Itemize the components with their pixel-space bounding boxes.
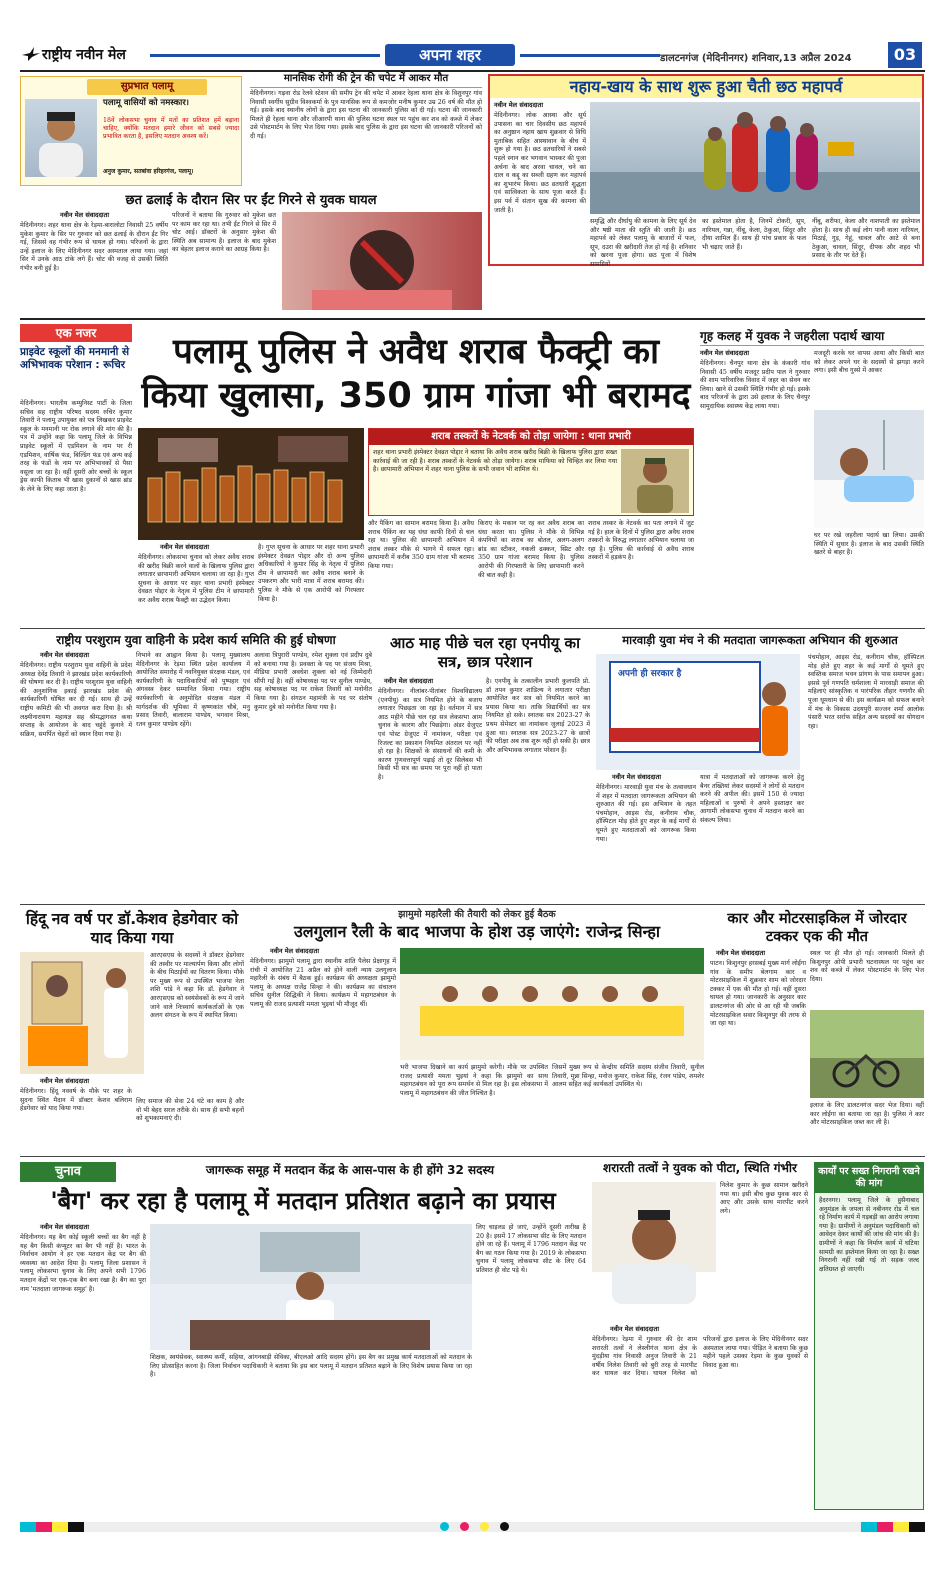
marwari-byline: नवीन मेल संवाददाता xyxy=(612,773,661,781)
nigrani-body: हैदरनगर। पलामू जिले के हुसैनाबाद अनुमंडल के जपला से नबीनगर रोड में चल रहे निर्माण कार्य में गड़बड़ी का आरोप लगाया गया है। ग्रामीणों ने अनुमंडल पदाधिकारी को आवेदन देकर कार्यों की जांच की मांग की है। ग्रामीणों ने कहा कि निर्माण कार्य में घटिया सामग्री का इस्तेमाल किया जा रहा है। सख्त निगरानी नहीं रखी गई तो सड़क जल्द क्षतिग्रस्त हो जाएगी। xyxy=(819,1197,919,1273)
griha-kalah-photo xyxy=(814,410,924,528)
chhath-body-3: का इस्तेमाल होता है, जिनमें टोकरी, सूप, नारियल, गन्ना, नींबू, केला, ठेकुआ, सिंदूर और दीया शामिल हैं। साथ ही पांच प्रकार के फल भी चढ़ाए जाते हैं। xyxy=(702,218,806,251)
brick-injury-body: मेदिनीनगर। शहर थाना क्षेत्र के रेड़मा-बारालोटा निवासी 25 वर्षीय मुकेश कुमार के सिर पर गुरुवार को छत ढलाई के दौरान ईंट गिर गई, जिससे वह गंभीर रूप से घायल हो गया। परिजनों के द्वारा उन्हें इलाज के लिए मेदिनीनगर सदर अस्पताल लाया गया। जहां सिर में उनके आठ टांके लगे हैं। चोट की वजह से उसकी स्थिति गंभीर बनी हुई है। xyxy=(20,222,168,272)
rajendra-byline: नवीन मेल संवाददाता xyxy=(270,947,319,955)
chhath-body-2: समृद्धि और दीर्घायु की कामना के लिए सूर्य देव और षष्ठी माता की स्तुति की जाती है। छठ महापर्व को लेकर पलामू के बाजारों में फल, सूप, दउरा की खरीदारी तेज हो गई है। शनिवार को खरना पूजा होगा। छठ पूजा में विशेष सामग्रियों xyxy=(590,218,696,268)
griha-kalah-body-2: मजदूरी करके घर वापस आया और किसी बात को लेकर अपने घर के सदस्यों से झगड़ा करने लगा। इसी बीच गुस्से में आकर xyxy=(814,350,924,375)
shararati-photo xyxy=(592,1182,716,1322)
liquor-body-4: किराए के मकान पर रह कर अवैध शराब का धंधा करता था। पुलिस ने मौके से विभिन्न कंपनियों का शराब का बोतल, अलग-अलग ब्रांड का स्टीकर, नकली ढक्कन, स्प्रिट और 350 ग्राम गांजा बरामद किया है। पुलिस आरोपी की गिरफ्तारी के लिए छापामारी करने की बात कही है। xyxy=(478,520,584,579)
nigrani-box xyxy=(814,1162,924,1510)
griha-kalah-body: मेदिनीनगर। चैनपुर थाना क्षेत्र के कंकारी गांव निवासी 45 वर्षीय मजदूर प्रदीप पाल ने गुरुवार की शाम पारिवारिक विवाद में जहर का सेवन कर लिया। खाने से उसकी स्थिति गंभीर हो गई। इसके बाद परिजनों के द्वारा उसे इलाज के लिए चैनपुर सामुदायिक स्वास्थ्य केंद्र लाया गया। xyxy=(700,360,810,410)
bike-crash-body-3: इलाज के लिए डालटनगंज सदर भेज दिया। वहीं कार लोईंगा का बताया जा रहा है। पुलिस ने कार और मोटरसाइकिल जब्त कर ली है। xyxy=(810,1102,924,1127)
rajendra-body-2: भरी भाजपा दिखाने का कार्य झामुमो करेगी। मौके पर उपस्थित राजद प्रत्याशी ममता भुइयां ने कहा कि झामुमो का साथ महागठबंधन को पूरा रूप समर्थन से मिल रहा है। इस लोकसभा में पलामू में महागठबंधन की जीत निश्चित है। xyxy=(400,1064,548,1097)
liquor-photo xyxy=(138,428,364,540)
registration-strip xyxy=(20,1522,925,1532)
suprabhat-tag: सुप्रभात पलामू xyxy=(87,79,207,95)
griha-kalah-body-3: घर पर रखे जहरीला पदार्थ खा लिया। उसकी स्थिति में सुधार है। इलाज के बाद उसकी स्थिति खतरे से बाहर है। xyxy=(814,532,924,557)
divider-3 xyxy=(20,904,925,905)
mental-patient-body: मेदिनीनगर। गढ़वा रोड रेलवे स्टेशन की समीप ट्रेन की चपेट में आकर रेहला थाना क्षेत्र के विशुनपुर गांव निवासी स्वर्गीय सुग्रीव विश्वकर्मा के पुत्र मानसिक रूप से कमजोर मनीष कुमार उम्र 26 वर्ष की मौत हो गई। इसके बाद स्थानीय लोगों के द्वारा इस घटना की जानकारी पुलिस को दी गई। घटना की जानकारी मिलते ही रेहला थाना और जीआरपी थाना की पुलिस घटना स्थल पर पहुंच कर शव को कब्जे में लेकर उसे पोस्टमार्टम के लिए भेज दिया गया। इसके बाद पुलिस के द्वारा इस घटना की जानकारी परिजनों को दी गई। xyxy=(250,90,482,140)
bike-crash-headline: कार और मोटरसाइकिल में जोरदार टक्कर एक की मौत xyxy=(727,911,907,945)
marwari-photo xyxy=(596,654,800,770)
liquor-body-5: शराब तस्कर के नेटवर्क का पता लगाने में जुट गई है। हाल के दिनों में पुलिस द्वारा अवैध शराब तस्करों के विरुद्ध लगातार अभियान चलाया जा रहा है। पुलिस की कार्रवाई से अवैध शराब तस्करों में हड़कंप है। xyxy=(588,520,694,562)
section-title: अपना शहर xyxy=(385,44,515,66)
suprabhat-portrait xyxy=(25,99,97,177)
liquor-quote: शहर थाना प्रभारी इंस्पेक्टर देवव्रत पोद्दार ने बताया कि अवैध शराब खरीद बिक्री के खिलाफ पुलिस द्वारा सख्त कार्रवाई की जा रही है। शराब तस्करों के नेटवर्क को तोड़ा जायेगा। शराब माफिया को चिन्हित कर लिया गया है। छापामारी अभियान में शहर थाना पुलिस के सभी जवान भी शामिल थे। xyxy=(373,449,617,474)
divider-4 xyxy=(20,1156,925,1157)
hedgewar-headline: हिंदू नव वर्ष पर डॉ.केशव हेडगेवार को याद किया गया xyxy=(25,910,239,947)
marwari-banner-text: अपनी ही सरकार है xyxy=(618,669,682,679)
chunav-tag: चुनाव xyxy=(20,1162,116,1182)
chunav-photo xyxy=(150,1224,472,1350)
shararati-headline: शरारती तत्वों ने युवक को पीटा, स्थिति गंभीर xyxy=(603,1161,797,1175)
chunav-body-3: लिए चाइलड हो जाएं, उन्होंने दूसरी तारीख है 20 है। इसमें 17 लोकसभा सीट के लिए मतदान होने जा रहे हैं। पलामू में 1796 मतदान केंद्र पर बैग का गठन किया गया है। 2019 के लोकसभा चुनाव में पलामू लोकसभा सीट के लिए 64 प्रतिशत ही वोट पड़े थे। xyxy=(476,1224,586,1274)
liquor-photo-byline: नवीन मेल संवाददाता xyxy=(160,543,209,551)
rajendra-photo xyxy=(400,948,704,1060)
parshuram-body: मेदिनीनगर। राष्ट्रीय परशुराम युवा वाहिनी के प्रदेश अध्यक्ष देवेंद्र तिवारी ने झारखंड प्रदेश कार्यकारिणी की घोषणा कर दी है। राष्ट्रीय परशुराम युवा वाहिनी की अनुशांगिक इकाई झारखंड प्रदेश की कार्यकारिणी घोषित कर दी गई। साथ ही उन्हें राष्ट्रीय कमिटी की भी अवगत करा दिया है। श्री लक्ष्मीनारायण महायज्ञ सह श्रीमद्भागवत कथा सप्ताह के आयोजन के बाद चहुंदे कुनाने में सक्रिय, समर्पित चेहरों को स्थान दिया गया है। xyxy=(20,662,132,738)
suprabhat-message: 18वें लोकसभा चुनाव में मतों का प्रतिशत हमें बढ़ाना चाहिए, क्योंकि मतदान हमारे जीवन को सबसे ज्यादा प्रभावित करता है, इसलिए मतदान अवश्य करें। xyxy=(103,117,239,140)
suprabhat-signature: अनुज कुमार, सतबांवा हरिहरगंज, पलामू। xyxy=(103,168,194,175)
suprabhat-box xyxy=(20,76,242,186)
hedgewar-photo xyxy=(20,952,144,1074)
liquor-body-2: है। गुप्त सूचना के आधार पर शहर थाना प्रभारी इंस्पेक्टर देवव्रत पोद्दार और दो अन्य पुलिस अधिकारियों ने कुमार सिंह के नेतृत्व में पुलिस टीम ने छापामारी कर अवैध शराब बनाने के उपकरण और भारी मात्रा में शराब बरामद की। पुलिस ने मौके से एक आरोपी को गिरफ्तार किया है। xyxy=(258,544,364,603)
ek-nazar-headline: प्राइवेट स्कूलों की मनमानी से अभिभावक परेशान : रूचिर xyxy=(20,346,130,371)
chhath-byline: नवीन मेल संवाददाता xyxy=(494,101,543,109)
bike-crash-byline: नवीन मेल संवाददाता xyxy=(716,949,765,957)
npu-byline: नवीन मेल संवाददाता xyxy=(384,677,433,685)
ek-nazar-tag: एक नजर xyxy=(20,324,132,342)
parshuram-byline: नवीन मेल संवाददाता xyxy=(40,651,89,659)
griha-kalah-headline: गृह कलह में युवक ने जहरीला पदार्थ खाया xyxy=(700,330,924,346)
bike-crash-body-2: स्थल पर ही मौत हो गई। जानकारी मिलते ही किशुनपुर ओपी प्रभारी घटनास्थल पर पहुंच कर शव को कब्जे में लेकर पोस्टमार्टम के लिए भेज दिया। xyxy=(810,950,924,983)
liquor-body: मेदिनीनगर। लोकसभा चुनाव को लेकर अवैध शराब की खरीद बिक्री करने वालों के खिलाफ पुलिस द्वारा लगातार छापामारी अभियान चलाया जा रहा है। गुप्त सूचना के आधार पर शहर थाना प्रभारी इंस्पेक्टर देवव्रत पोद्दार के नेतृत्व में पुलिस टीम ने छापामारी कर अवैध शराब फैक्ट्री का उद्भेदन किया। xyxy=(138,554,254,604)
npu-body: मेदिनीनगर। नीलांबर-पीतांबर विश्वविद्यालय (एनपीयू) का सत्र नियमित होने के बजाय लगातार पिछड़ता जा रहा है। वर्तमान में सत्र आठ महीने पीछे चल रहा सत्र लेकसभा आम चुनाव के कारण और पिछड़ेगा। अंडर ग्रेजुएट एवं पोस्ट ग्रेजुएट में नामांकन, परीक्षा एवं रिजल्ट का प्रकाशन नियमित अंतराल पर नहीं हो रहा है। शिक्षकों के संसाधनों की कमी के कारण गुणवत्तापूर्ण पढ़ाई तो दूर सिलेबस भी किसी भी सत्र का समय पर पूरा नहीं हो पाता है। xyxy=(378,688,482,781)
liquor-body-3: और पैकिंग का सामान बरामद किया है। अवैध शराब पैकिंग का यह धंधा काफी दिनों से चल रहा था। पुलिस की छापामारी अभियान में शराब तस्कर मौके से भागने में सफल रहा। छापामारी में करीब 350 ग्राम गांजा भी बरामद किया गया। xyxy=(368,520,474,570)
rajendra-body: मेदिनीनगर। झामुमो पलामू द्वारा स्थानीय शांति पैलेस प्रेक्षागृह में रांची में आयोजित 21 अप्रैल को होने वाली न्याय उलगुलान महारैली के संबंध में बैठक हुई। कार्यक्रम की अध्यक्षता झामुमो पलामू के अध्यक्ष राजेंद्र सिन्हा ने की। कार्यक्रम का संचालन सचिव सुनील सिद्धिकी ने किया। कार्यक्रम में महागठबंधन के पलामू की राजद प्रत्याशी ममता भुइयां भी मौजूद थीं। xyxy=(250,958,396,1008)
chhath-box xyxy=(488,74,924,266)
liquor-subhead-box xyxy=(368,428,694,516)
chunav-headline: 'बैग' कर रहा है पलामू में मतदान प्रतिशत बढ़ाने का प्रयास xyxy=(50,1187,556,1215)
hedgewar-byline: नवीन मेल संवाददाता xyxy=(40,1077,89,1085)
police-officer-photo xyxy=(621,449,689,513)
parshuram-body-2: निभाने का आह्वान किया है। पलामू मुख्यालय मेदिनीनगर के रेड़मा स्थित प्रदेश कार्यालय में आयोजित समारोह में नवनियुक्त संरक्षक मंडल, एवं कार्यकारिणी के पदाधिकारियों को पुष्पहार एवं अंगवस्त्र देकर सम्मानित किया गया। राष्ट्रीय कार्यकारिणी के अनुमोदित संरक्षक मंडल में मार्गदर्शक की भूमिका में कृष्णकांत चौबे, मनु प्रसाद तिवारी, बालाराम पाण्डेय, भगवान मिश्रा, रतन कुमार पाण्डेय रहेंगे। xyxy=(136,652,250,728)
liquor-headline: पलामू पुलिस ने अवैध शराब फैक्ट्री का किया खुलासा, 350 ग्राम गांजा भी बरामद xyxy=(141,332,691,416)
parshuram-headline: राष्ट्रीय परशुराम युवा वाहिनी के प्रदेश कार्य समिति की हुई घोषणा xyxy=(56,633,336,647)
shararati-byline: नवीन मेल संवाददाता xyxy=(610,1325,659,1333)
bird-logo-icon xyxy=(22,46,40,60)
bike-crash-body: पाटन। किशुनपुर हरसबई मुख्य मार्ग लोईंगा गांव के समीप बेलगाम कार व मोटरसाइकिल में शुक्रवार शाम को जोरदार टक्कर में एक की मौत हो गई। वहीं दूसरा घायल हो गया। जानकारी के अनुसार कार डालटनगंज की ओर से आ रही थी जबकि मोटरसाइकिल सवार किशुनपुर की तरफ से जा रहा था। xyxy=(710,960,806,1028)
rajendra-kicker: झामुमो महारैली की तैयारी को लेकर हुई बैठक xyxy=(398,909,556,920)
chhath-headline: नहाय-खाय के साथ शुरू हुआ चैती छठ महापर्व xyxy=(490,76,922,98)
griha-kalah-byline: नवीन मेल संवाददाता xyxy=(700,349,749,357)
parshuram-body-3: अलावा त्रिपुरारी पाण्डेय, रमेश शुक्ला एवं प्रदीप दुबे को बनाया गया है। प्रवक्ता के पद पर संजय मिश्रा, मीडिया प्रभारी अवधेश शुक्ला को नई जिम्मेदारी सौंपी गई है। वहीं कोषाध्यक्ष पद पर सुनील पाण्डेय, सह कोषाध्यक्ष पद पर राकेश तिवारी को मनोनीत किया गया है। संगठन महामंत्री के पद पर संतोष कुमार दुबे को मनोनीत किया गया है। xyxy=(254,652,372,711)
chunav-body: मेदिनीनगर। यह बैग कोई स्कूली बच्चों का बैग नहीं है यह बैग किसी कंप्यूटर का बैग भी नहीं है। भारत के निर्वाचन आयोग ने हर एक मतदान केंद्र पर बैग की व्यवस्था का आदेश दिया है। पलामू जिला प्रशासन ने पलामू लोकसभा चुनाव के लिए अपने सभी 1796 मतदान केंद्रों पर एक-एक बैग बना रखा है। बैग का पूरा नाम 'मतदाता जागरूक समूह' है। xyxy=(20,1234,146,1293)
divider-2 xyxy=(20,628,925,629)
chhath-body-4: नींबू, शरीफा, केला और नाशपाती का इस्तेमाल होता है। साथ ही कई लोग पानी वाला नारियल, मिठाई, गुड़, गेहूं, चावल और आटे से बना ठेकुआ, चावल, सिंदूर, दीपक और शहद भी प्रसाद के तौर पर देते हैं। xyxy=(812,218,920,260)
brick-injury-body-2: परिजनों ने बताया कि गुरुवार को मुकेश छत पर काम कर रहा था। तभी ईंट गिरने से सिर में चोट आई। डॉक्टरों के अनुसार मुकेश की स्थिति अब सामान्य है। इलाज के बाद मुकेश का बेहतर इलाज कराने का आग्रह किया है। xyxy=(172,212,276,254)
chunav-kicker: जागरूक समूह में मतदान केंद्र के आस-पास के ही होंगे 32 सदस्य xyxy=(205,1163,495,1177)
masthead-bar-right xyxy=(520,54,660,57)
hedgewar-body-2: मेदिनीनगर। हिंदू नववर्ष के मौके पर शहर के सुदना स्थित मैदान में डॉक्टर केशव बलिराम हेडगेवार को याद किया गया। xyxy=(20,1088,132,1113)
masthead-bar xyxy=(150,54,380,57)
chunav-byline: नवीन मेल संवाददाता xyxy=(40,1223,89,1231)
paper-name: राष्ट्रीय नवीन मेल xyxy=(42,47,126,63)
hedgewar-body-3: लिए समाज की सेवा 24 घंटे का काम है और वो भी बेहद सरल तरीके से। साथ ही सभी बहनों को शुभकामनाएं दी। xyxy=(136,1098,244,1123)
liquor-subhead: शराब तस्करों के नेटवर्क को तोड़ा जायेगा : थाना प्रभारी xyxy=(369,429,693,445)
shararati-body: मेदिनीनगर। रेड़मा में गुरुवार की देर शाम शरारती तत्वों ने लेस्लीगंज थाना क्षेत्र के मुंदड़ीया गांव निवासी अनुज तिवारी के 21 वर्षीय निलेश तिवारी को बुरी तरह से मारपीट कर घायल कर दिया। घायल निलेश को परिजनों द्वारा इलाज के लिए मेदिनीनगर सदर अस्पताल लाया गया। पीड़ित ने बताया कि कुछ महीने पहले उसका रेड़मा के कुछ युवकों से विवाद हुआ था। xyxy=(592,1336,808,1378)
chunav-body-2: शिक्षक, स्वयंसेवक, स्वास्थ्य कर्मी, सहिया, आंगनबाड़ी सेविका, बीएलओ आदि सदस्य होंगे। इस बैग का प्रमुख कार्य मतदाताओं को मतदान के लिए प्रोत्साहित करना है। जिला निर्वाचन पदाधिकारी ने बताया कि इस बार पलामू में मतदान प्रतिशत बढ़ाने के लिए विशेष प्रयास किया जा रहा है। xyxy=(150,1354,472,1379)
ek-nazar-body: मेदिनीनगर। भारतीय कम्युनिस्ट पार्टी के जिला सचिव सह राष्ट्रीय परिषद सदस्य रुचिर कुमार तिवारी ने पलामू उपायुक्त को पत्र लिखकर प्राइवेट स्कूल के मनमानी पर रोक लगाने की मांग की है। पत्र में उन्होंने कहा कि पलामू जिले के विभिन्न प्राइवेट स्कूलों में एडमिशन के नाम पर री एडमिशन, वार्षिक फंड, बिल्डिंग फंड एवं अन्य कई तरह के फंडों के नाम पर अभिभावकों से पैसा वसूला जा रहा है। वहीं दूसरी ओर बच्चों के स्कूल ड्रेस काफी किताब भी खास दुकानों से खास ब्रांड के लेने के लिए कहा जाता है। xyxy=(20,400,132,493)
mental-patient-headline: मानसिक रोगी की ट्रेन की चपेट में आकर मौत xyxy=(250,74,482,88)
rajendra-body-3: जिसमें मुख्य रूप से केन्द्रीय समिति सदस्य संजीव तिवारी, सुनील तिवारी, मुन्ना सिन्हा, मनोज कुमार, राकेश सिंह, रंजन पांडेय, शमशेर आलम सहित कई कार्यकर्ता उपस्थित थे। xyxy=(552,1064,704,1089)
rajendra-headline: उलगुलान रैली के बाद भाजपा के होश उड़ जाएंगे: राजेन्द्र सिन्हा xyxy=(293,922,661,941)
brick-injury-photo xyxy=(282,212,482,310)
dateline: डालटनगंज (मेदिनीनगर) शनिवार,13 अप्रैल 2024 xyxy=(660,53,852,64)
brick-injury-byline: नवीन मेल संवाददाता xyxy=(60,211,109,219)
divider-top xyxy=(20,318,925,320)
hedgewar-body: आरएसएस के सदस्यों ने डॉक्टर हेडगेवार की तस्वीर पर माल्यार्पण किया और लोगों के बीच मिठाईयों का वितरण किया। मौके पर मुख्य रूप से उपस्थित भाजपा नेता शशि पांडे ने कहा कि डॉ. हेडगेवार ने आरएसएस को स्वयंसेवकों के रूप में जाने जाने वाले निःस्वार्थ कार्यकर्ताओं के एक अलग संगठन के रूप में स्थापित किया। xyxy=(150,952,244,1020)
marwari-body: मेदिनीनगर। मारवाड़ी युवा मंच के तत्वावधान में शहर में मतदाता जागरूकता अभियान की शुरुआत की गई। इस अभियान के तहत पंचमोहान, आइस रोड, कनीराम चौक, हॉस्पिटल मोड़ होते हुए शहर के कई मार्गों से घूमते हुए मतदाताओं को जागरूक किया गया। xyxy=(596,784,696,843)
masthead xyxy=(20,40,925,72)
page-number: 03 xyxy=(888,42,922,68)
npu-body-2: है। एनपीयू के तत्कालीन प्रभारी कुलपति प्रो. डॉ तपन कुमार शांडिल्य ने लगातार परीक्षा आयोजित कर सत्र को नियमित करने का प्रयास किया था। ताकि विद्यार्थियों का सत्र नियमित हो सके। स्नातक सत्र 2023-27 के प्रथम सेमेस्टर का नामांकन जुलाई 2023 में हुआ था। स्नातक सत्र 2023-27 के छात्रों की परीक्षा अब तक शुरू नहीं हो सकी है। छात्र और अभिभावक लगातार परेशान हैं। xyxy=(486,678,590,754)
brick-injury-headline: छत ढलाई के दौरान सिर पर ईंट गिरने से युवक घायल xyxy=(125,193,377,208)
shararati-body-2: निलेश कुमार के कुछ सामान खरीदने गया था। इसी बीच कुछ युवक कार से आए और उसके साथ मारपीट करने लगे। xyxy=(720,1182,808,1215)
chhath-body: मेदिनीनगर। लोक आस्था और सूर्य उपासना का चार दिवसीय छठ महापर्व का अनुष्ठान नहाय खाय शुक्रवार से विधि मुताबिक सहित आस्थावान के बीच में शुरू हो गया है। छठ व्रतधारियों ने सबसे पहले स्नान कर भगवान भास्कर की पूजा अर्चना के बाद अरवा चावल, चने का दाल व कद्दू का सब्जी ग्रहण कर महापर्व का शुभारंभ किया। छठ व्रतधारी शुद्धता एवं सात्विकता के साथ पूजा करते हैं। इस पर्व में संतान सुख की कामना की जाती है। xyxy=(494,112,586,214)
chhath-photo xyxy=(590,102,920,214)
suprabhat-greeting: पलामू वासियों को नमस्कार। xyxy=(103,98,190,108)
npu-headline: आठ माह पीछे चल रहा एनपीयू का सत्र, छात्र परेशान xyxy=(390,634,580,671)
marwari-body-2: पंचमोहान, आइस रोड, कनीराम चौक, हॉस्पिटल मोड़ होते हुए शहर के कई मार्गों से घूमते हुए स्वस्तिक समाज भवन प्रांगण के पास समापन हुआ। इससे पूर्व गणपति धर्मशाला में मारवाड़ी समाज की महिलाएं सांस्कृतिक व पारंपरिक तौहार गणगौर की पूजा धूमधाम से की। इस कार्यक्रम को सफल बनाने में मंच के विकास उदयपुरी सज्जन शर्मा आलोक पंसारी भरत सर्राफ सहित अन्य सदस्यों का योगदान रहा। xyxy=(808,654,924,730)
marwari-body-3: यात्रा में मतदाताओं को जागरूक करने हेतु बैनर तख्तियां लेकर सदस्यों ने लोगों से मतदान करने की अपील की। इसमें 150 से ज्यादा महिलाओं व पुरुषों ने अपने हस्ताक्षर कर आगामी लोकसभा चुनाव में मतदान करने का संकल्प लिया। xyxy=(700,774,804,824)
nigrani-tag: कार्यों पर सख्त निगरानी रखने की मांग xyxy=(815,1163,923,1193)
bike-crash-photo xyxy=(810,1010,924,1098)
marwari-headline: मारवाड़ी युवा मंच ने की मतदाता जागरूकता अभियान की शुरुआत xyxy=(622,633,898,647)
